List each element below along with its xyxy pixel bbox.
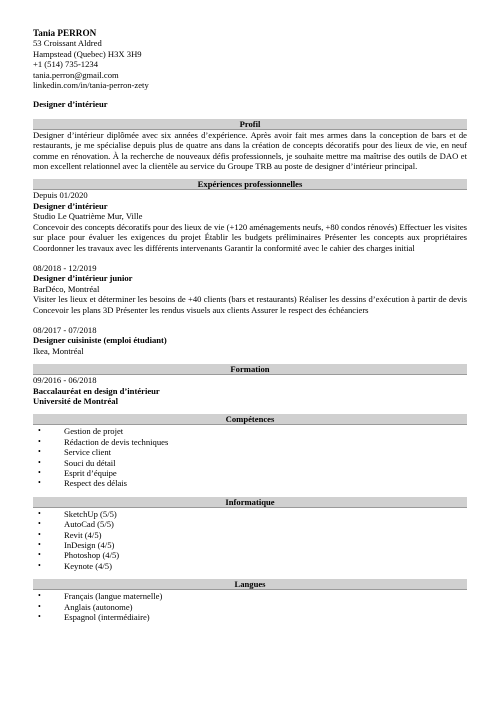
experience-dates: 08/2017 - 07/2018 xyxy=(33,324,97,335)
experience-description: Concevoir des concepts décoratifs pour des lieux de vie (+120 aménagements neufs, +80 condos rénovés) Effectuer les visites sur place pour évaluer les exigences du projet Établir les budgets préliminaires Présenter les concepts aux propriétaires Coordonner les travaux avec les différents intervenants Garantir la conformité avec le cahier des charges initial xyxy=(33,221,467,253)
contact-block xyxy=(33,28,467,90)
list-item: • Revit (4/5) xyxy=(33,530,467,540)
skills-list xyxy=(33,426,467,488)
list-item: • Français (langue maternelle) xyxy=(33,591,467,601)
section-header-education: Formation xyxy=(33,364,467,375)
list-item: • Anglais (autonome) xyxy=(33,602,467,612)
list-item: • Espagnol (intermédiaire) xyxy=(33,612,467,622)
experience-company: Studio Le Quatrième Mur, Ville xyxy=(33,211,143,222)
experience-title: Designer cuisiniste (emploi étudiant) xyxy=(33,335,167,346)
candidate-name: Tania PERRON xyxy=(33,28,97,38)
experience-item xyxy=(33,263,467,315)
experience-item xyxy=(33,325,467,356)
experience-description: Visiter les lieux et déterminer les besoins de +40 clients (bars et restaurants) Réaliser les dessins d’exécution à partir de devis Concevoir les plans 3D Présenter les rendus visuels aux clients Assurer le respect des échéanciers xyxy=(33,294,467,315)
experience-title: Designer d’intérieur junior xyxy=(33,273,133,284)
experience-dates: 08/2018 - 12/2019 xyxy=(33,262,97,273)
education-school: Université de Montréal xyxy=(33,395,118,406)
section-header-experience: Expériences professionnelles xyxy=(33,179,467,190)
profile-text: Designer d’intérieur diplômée avec six années d’expérience. Après avoir fait mes armes dans la conception de bars et de restaurants, je me spécialise depuis plus de quatre ans dans la création de concepts décoratifs pour des lieux de vie, en neuf comme en rénovation. À la recherche de nouveaux défis professionnels, je souhaite mettre ma maîtrise des outils de DAO et mon excellent relationnel avec la clientèle au service du Groupe TRB au poste de designer d’intérieur principal. xyxy=(33,129,467,172)
list-item: • Keynote (4/5) xyxy=(33,561,467,571)
list-item: • Photoshop (4/5) xyxy=(33,550,467,560)
email[interactable]: tania.perron@gmail.com xyxy=(33,69,119,80)
list-item: • Rédaction de devis techniques xyxy=(33,437,467,447)
section-header-software: Informatique xyxy=(33,497,467,508)
list-item: • Souci du détail xyxy=(33,458,467,468)
experience-company: BarDéco, Montréal xyxy=(33,283,100,294)
education-dates: 09/2016 - 06/2018 xyxy=(33,375,97,386)
languages-list xyxy=(33,591,467,622)
list-item: • InDesign (4/5) xyxy=(33,540,467,550)
list-item: • Respect des délais xyxy=(33,478,467,488)
list-item: • AutoCad (5/5) xyxy=(33,519,467,529)
list-item: • Esprit d’équipe xyxy=(33,468,467,478)
section-header-profile: Profil xyxy=(33,119,467,130)
software-list xyxy=(33,509,467,571)
phone: +1 (514) 735-1234 xyxy=(33,59,98,70)
address-line-2: Hampstead (Quebec) H3X 3H9 xyxy=(33,48,142,59)
list-item: • Service client xyxy=(33,447,467,457)
headline: Designer d’intérieur xyxy=(33,99,108,110)
section-header-languages: Langues xyxy=(33,579,467,590)
education-item xyxy=(33,375,467,406)
education-degree: Baccalauréat en design d’intérieur xyxy=(33,385,160,396)
resume-page xyxy=(33,28,467,622)
address-line-1: 53 Croissant Aldred xyxy=(33,38,102,49)
experience-title: Designer d’intérieur xyxy=(33,200,108,211)
list-item: • SketchUp (5/5) xyxy=(33,509,467,519)
section-header-skills: Compétences xyxy=(33,414,467,425)
list-item: • Gestion de projet xyxy=(33,426,467,436)
experience-company: Ikea, Montréal xyxy=(33,345,84,356)
experience-dates: Depuis 01/2020 xyxy=(33,190,88,201)
experience-item xyxy=(33,190,467,252)
linkedin-link[interactable]: linkedin.com/in/tania-perron-zety xyxy=(33,80,149,91)
